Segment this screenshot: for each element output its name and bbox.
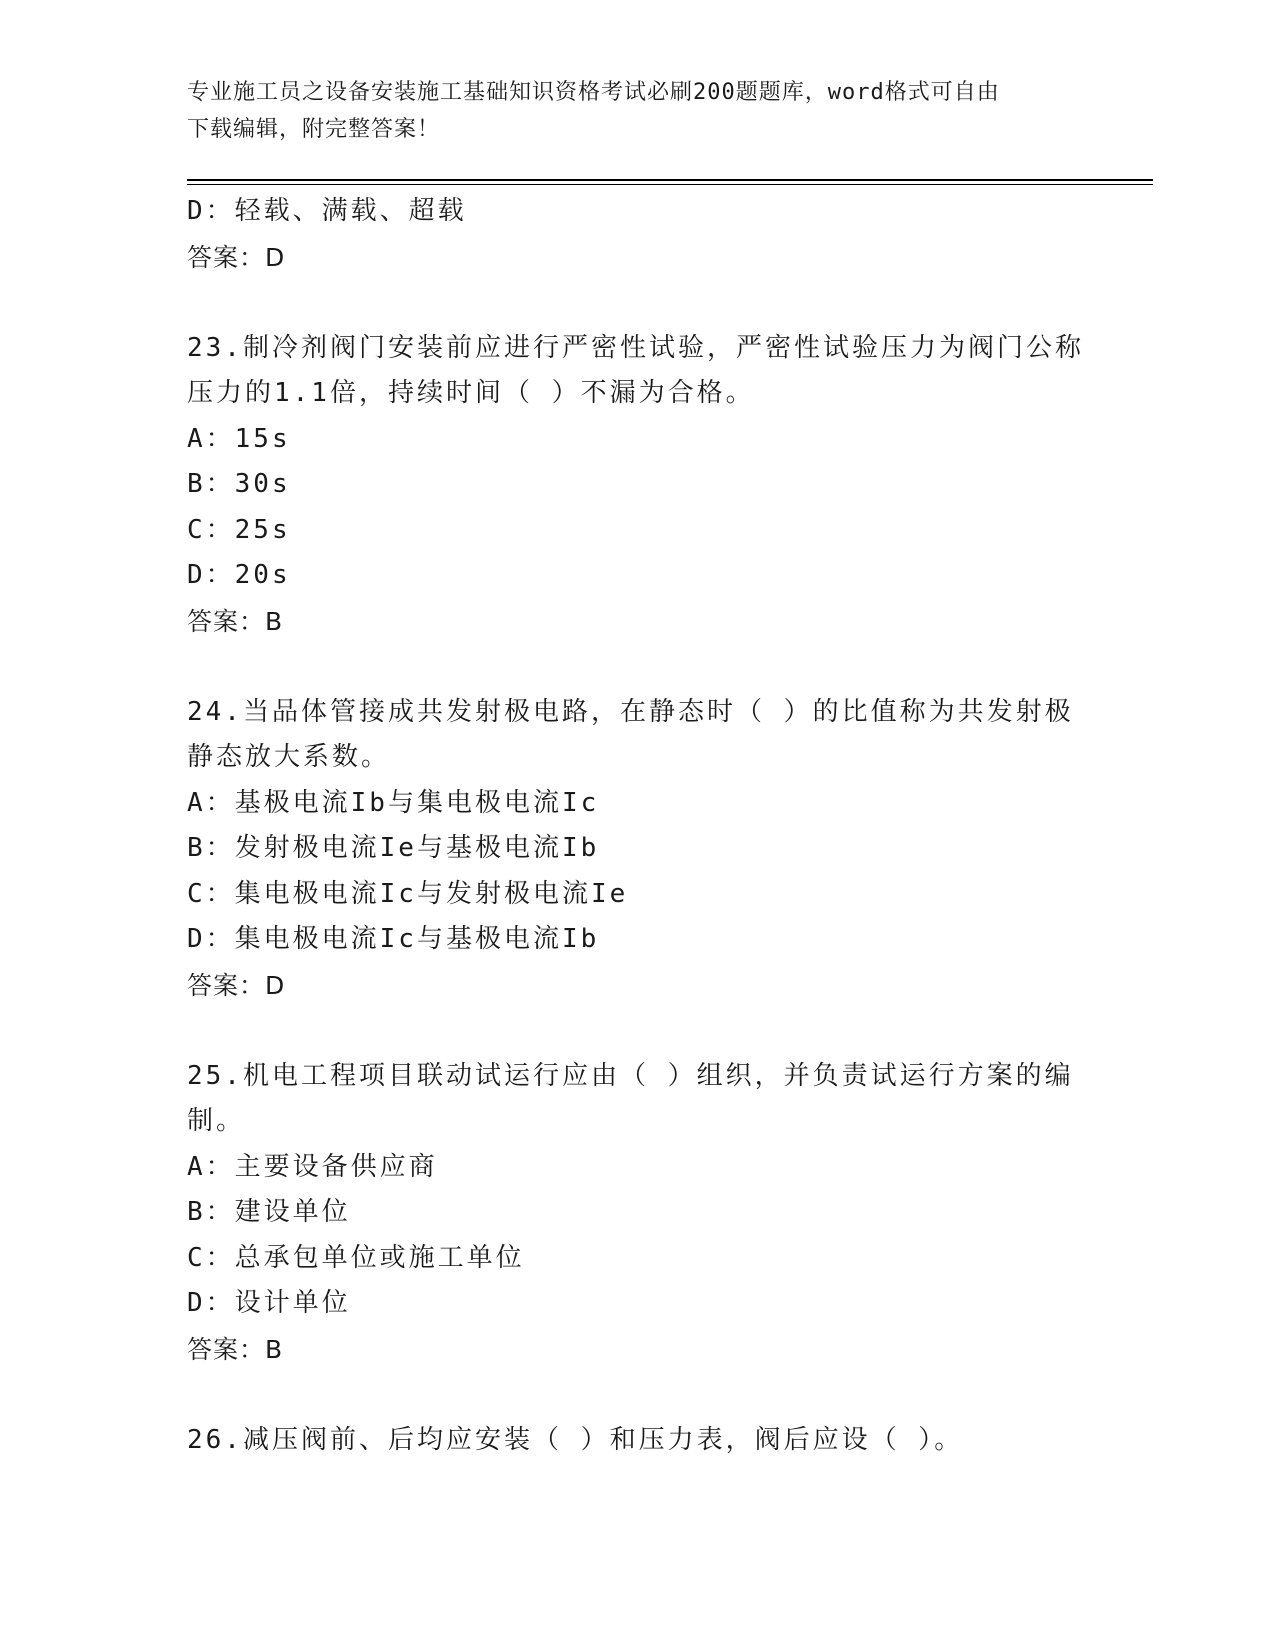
- option-c: C：总承包单位或施工单位: [187, 1242, 525, 1273]
- question-text-line: 静态放大系数。: [187, 742, 391, 772]
- question-23: [187, 326, 1087, 645]
- answer: 答案：B: [187, 606, 284, 636]
- option-b: B：30s: [187, 469, 291, 499]
- question-text-line: 25.机电工程项目联动试运行应由（ ）组织，并负责试运行方案的编: [187, 1060, 1074, 1091]
- option-a: A：基极电流Ib与集电极电流Ic: [187, 787, 600, 818]
- question-text-line: 26.减压阀前、后均应安装（ ）和压力表，阀后应设（ ）。: [187, 1424, 964, 1455]
- document-header: [187, 74, 1087, 148]
- header-line-2: 下载编辑，附完整答案！: [187, 117, 441, 142]
- header-rule: [187, 179, 1153, 181]
- option-a: A：主要设备供应商: [187, 1151, 438, 1182]
- prev-answer: 答案：D: [187, 242, 286, 272]
- option-d: D：20s: [187, 560, 291, 590]
- option-c: C：集电极电流Ic与发射极电流Ie: [187, 878, 629, 909]
- answer: 答案：B: [187, 1334, 284, 1364]
- question-25: [187, 1054, 1087, 1373]
- prev-option-d: D：轻载、满载、超载: [187, 196, 467, 226]
- question-24: [187, 690, 1087, 1009]
- question-text-line: 制。: [187, 1106, 246, 1136]
- option-d: D：设计单位: [187, 1288, 351, 1318]
- question-text-line: 压力的1.1倍，持续时间（ ）不漏为合格。: [187, 378, 755, 408]
- option-b: B：建设单位: [187, 1197, 351, 1227]
- question-26: [187, 1418, 1087, 1464]
- option-a: A：15s: [187, 423, 291, 454]
- question-text-line: 24.当品体管接成共发射极电路，在静态时（ ）的比值称为共发射极: [187, 696, 1074, 727]
- header-line-1: 专业施工员之设备安装施工基础知识资格考试必刷200题题库，word格式可自由: [187, 80, 1000, 105]
- option-d: D：集电极电流Ic与基极电流Ib: [187, 924, 600, 954]
- question-list: [187, 189, 1087, 1463]
- answer: 答案：D: [187, 970, 286, 1000]
- question-text-line: 23.制冷剂阀门安装前应进行严密性试验，严密性试验压力为阀门公称: [187, 332, 1084, 363]
- option-b: B：发射极电流Ie与基极电流Ib: [187, 833, 600, 863]
- header-rule-thin: [187, 184, 1153, 185]
- option-c: C：25s: [187, 514, 291, 545]
